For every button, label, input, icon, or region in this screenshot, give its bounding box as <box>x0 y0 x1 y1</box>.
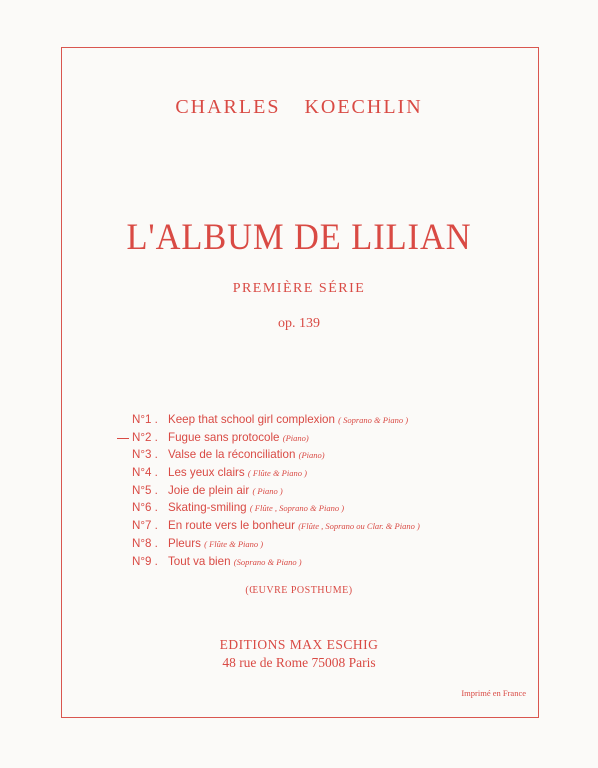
piece-item-2 <box>132 429 492 447</box>
piece-item-6 <box>132 499 492 517</box>
piece-number: N°7 . <box>132 519 158 533</box>
piece-item-4 <box>132 464 492 482</box>
piece-number: N°5 . <box>132 483 158 497</box>
composer-last-name: KOECHLIN <box>304 96 423 118</box>
album-title: L'ALBUM DE LILIAN <box>126 217 472 258</box>
piece-title: En route vers le bonheur <box>168 519 295 533</box>
piece-title: Tout va bien <box>168 554 231 568</box>
posthumous-note: (ŒUVRE POSTHUME) <box>245 585 353 596</box>
publisher-address: 48 rue de Rome 75008 Paris <box>222 655 376 670</box>
printed-in-note: Imprimé en France <box>461 688 526 698</box>
piece-instruments: ( Flûte , Soprano & Piano ) <box>249 503 345 514</box>
publisher-name: EDITIONS MAX ESCHIG <box>219 637 379 652</box>
piece-title: Pleurs <box>168 536 201 550</box>
piece-instruments: ( Soprano & Piano ) <box>338 415 409 425</box>
piece-instruments: ( Piano ) <box>252 485 283 496</box>
opus-number: op. 139 <box>278 316 320 331</box>
piece-item-8 <box>132 535 492 553</box>
piece-title: Les yeux clairs <box>168 466 245 480</box>
piece-instruments: (Soprano & Piano ) <box>233 556 302 567</box>
piece-title: Skating-smiling <box>168 501 247 515</box>
piece-item-5 <box>132 482 492 500</box>
piece-title: Valse de la réconciliation <box>168 448 296 462</box>
piece-number: N°8 . <box>132 536 158 550</box>
piece-item-3 <box>132 446 492 464</box>
series-label: PREMIÈRE SÉRIE <box>232 281 366 296</box>
piece-title: Fugue sans protocole <box>168 430 280 444</box>
margin-dash-mark <box>117 438 129 439</box>
piece-number: N°6 . <box>132 501 158 515</box>
piece-instruments: ( Flûte & Piano ) <box>247 468 307 479</box>
piece-title: Joie de plein air <box>168 483 250 497</box>
piece-number: N°4 . <box>132 466 158 480</box>
piece-item-7 <box>132 517 492 535</box>
piece-instruments: (Piano) <box>298 450 325 461</box>
piece-number: N°1 . <box>132 413 158 426</box>
composer-first-name: CHARLES <box>175 96 281 118</box>
page-border-frame <box>61 47 539 718</box>
piece-title: Keep that school girl complexion <box>168 413 335 426</box>
piece-number: N°2 . <box>132 430 158 444</box>
composer-name <box>0 96 598 119</box>
piece-number: N°9 . <box>132 554 158 568</box>
piece-instruments: ( Flûte & Piano ) <box>204 538 264 549</box>
piece-item-1 <box>132 411 492 429</box>
piece-instruments: (Flûte , Soprano ou Clar. & Piano ) <box>298 521 420 532</box>
piece-item-9 <box>132 553 492 571</box>
piece-list <box>132 411 492 570</box>
piece-number: N°3 . <box>132 448 158 462</box>
piece-instruments: (Piano) <box>282 432 309 443</box>
